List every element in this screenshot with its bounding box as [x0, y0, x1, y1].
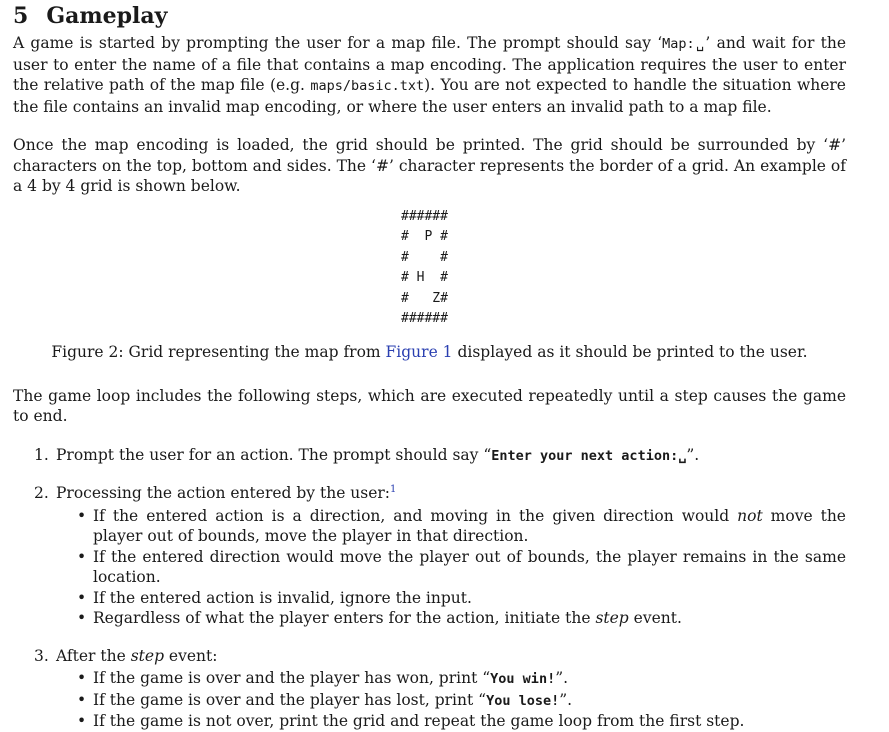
game-loop-paragraph: The game loop includes the following steps, which are executed repeatedly until a step causes the game to end. [13, 386, 846, 425]
bullet-icon: • [77, 547, 87, 566]
emphasis: step [130, 646, 164, 665]
bullet-icon: • [77, 506, 87, 525]
step-item [13, 445, 846, 467]
text-span: ”. [686, 445, 700, 464]
emphasis: not [737, 506, 763, 525]
game-loop-steps [13, 445, 846, 732]
text-span: If the game is not over, print the grid and repeat the game loop from the first step. [93, 712, 745, 730]
text-span: event: [164, 646, 218, 665]
section-heading [13, 0, 846, 30]
text-span: Regardless of what the player enters for the action, initiate the [93, 609, 596, 627]
grid-line: # P # [401, 229, 448, 244]
text-span: If the entered action is a direction, and moving in the given direction would [93, 506, 738, 525]
step-number: 1. [34, 445, 49, 464]
bullet-icon: • [77, 588, 87, 607]
bullet-icon: • [77, 609, 87, 627]
grid-line: ###### [401, 208, 448, 224]
text-span: ”. [555, 669, 569, 687]
list-item [56, 608, 846, 629]
caption-rest: displayed as it should be printed to the user. [452, 342, 808, 361]
figure-caption [13, 342, 846, 362]
list-item [56, 711, 846, 732]
document-page [13, 0, 846, 732]
step-number: 2. [34, 484, 49, 502]
text-span: move the player out of bounds, move the player in that direction. [93, 506, 846, 545]
section-number: 5 [13, 3, 29, 29]
inline-code-map-path: maps/basic.txt [310, 78, 425, 94]
grid-description-paragraph: Once the map encoding is loaded, the grid should be printed. The grid should be surrounded by ‘#’ characters on the top, bottom and sides. The ‘#’ character represents the border of a grid. An example of a 4 by 4 grid is shown below. [13, 136, 846, 195]
inline-code-win: You win! [490, 671, 556, 687]
inline-code-lose: You lose! [486, 692, 560, 709]
text-span: ). You are not expected to handle the situation where the file contains an invalid map encoding, or where the user enters an invalid path to a map file. [13, 76, 846, 116]
figure-1-link[interactable]: Figure 1 [385, 342, 453, 361]
text-span: If the game is over and the player has lost, print “ [93, 690, 487, 709]
text-span: If the entered action is invalid, ignore the input. [93, 588, 472, 607]
list-item [56, 588, 846, 609]
bullet-icon: • [77, 712, 87, 730]
list-item [56, 668, 846, 690]
text-span: If the entered direction would move the player out of bounds, the player remains in the same location. [93, 547, 846, 586]
list-item [56, 506, 846, 547]
text-span: ”. [559, 690, 573, 709]
grid-line: ###### [401, 311, 448, 326]
text-span: Prompt the user for an action. The prompt should say “ [56, 445, 492, 464]
text-span: A game is started by prompting the user for a map file. The prompt should say ‘ [13, 34, 663, 52]
text-span: If the game is over and the player has won, print “ [93, 669, 491, 687]
footnote-marker[interactable]: 1 [390, 483, 397, 495]
inline-code-action-prompt: Enter your next action:␣ [491, 447, 687, 464]
list-item [56, 547, 846, 588]
step-number: 3. [34, 646, 49, 665]
text-span: Processing the action entered by the user: [56, 484, 391, 502]
grid-line: # # [401, 249, 448, 265]
section-title: Gameplay [46, 3, 168, 29]
caption-label: Figure 2: Grid representing the map from [51, 342, 386, 361]
grid-line: # H # [401, 270, 448, 285]
bullet-list [56, 506, 846, 629]
text-span: After the [56, 646, 131, 665]
text-span: event. [628, 609, 682, 627]
example-grid [401, 207, 846, 330]
bullet-icon: • [77, 669, 87, 687]
text-span: ’ and wait for the user to enter the name of a file that contains a map encoding. The application requires the user to enter the relative path of the map file (e.g. [13, 34, 847, 94]
intro-paragraph [13, 33, 846, 117]
step-item [13, 483, 846, 629]
bullet-icon: • [77, 690, 87, 709]
grid-line: # Z# [401, 290, 448, 306]
inline-code-map-prompt: Map:␣ [662, 36, 706, 52]
emphasis: step [595, 609, 629, 627]
list-item [56, 690, 846, 712]
bullet-list [56, 668, 846, 732]
step-item [13, 646, 846, 732]
